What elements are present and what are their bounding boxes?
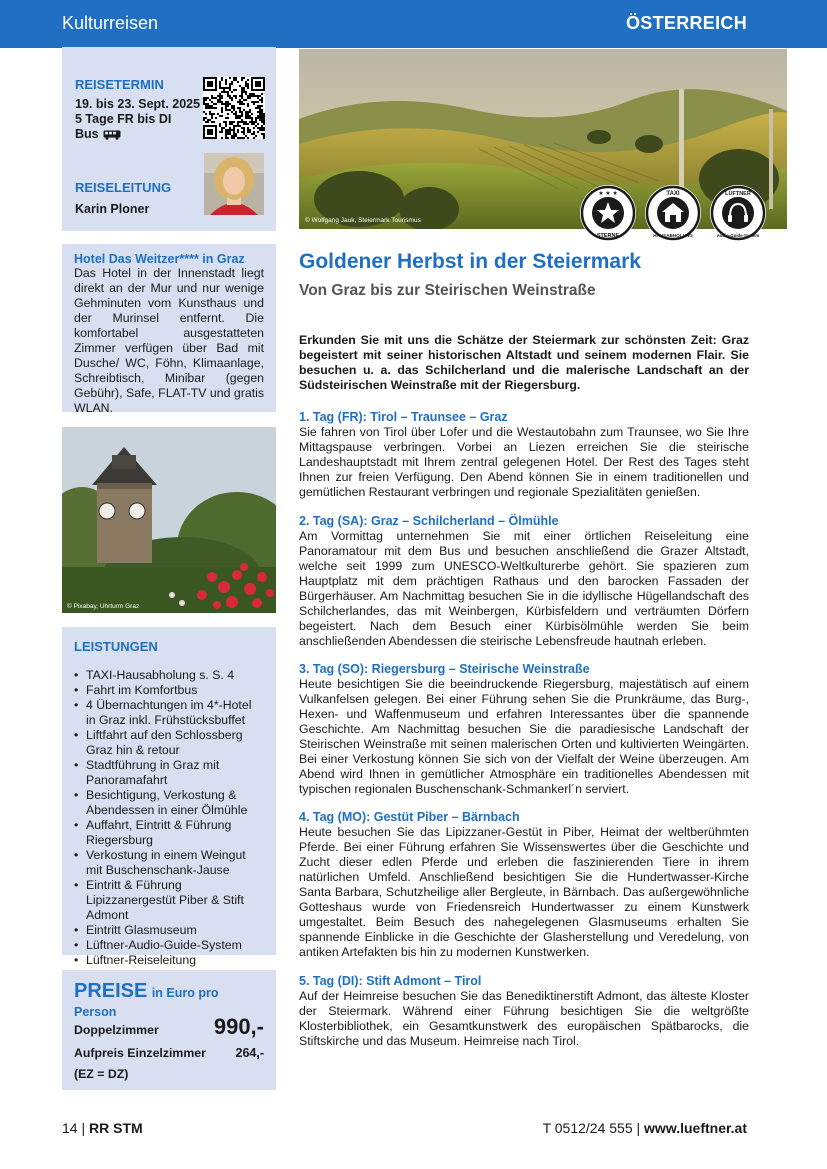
service-item: • Lüftner-Audio-Guide-System: [74, 938, 264, 953]
day-section: [299, 410, 749, 500]
day-text: Auf der Heimreise besuchen Sie das Benediktinerstift Admont, das älteste Kloster der Steiermark. Während einer Führung besichtigen Sie die weltgrößte Klosterbibliothek, ein Gesamtkunstwerk des europäischen Spätbarocks, die Stiftskirche und das Museum. Heimreise nach Tirol.: [299, 989, 749, 1048]
prices-subtitle: in Euro pro Person: [74, 986, 219, 1019]
price-note-row: [74, 1067, 264, 1081]
travel-date-label: REISETERMIN: [75, 77, 164, 92]
intro-text: Erkunden Sie mit uns die Schätze der Steiermark zur schönsten Zeit: Graz begeistert mit seiner historischen Altstadt und seinem modernen Flair. Sie besuchen u. a. das Schilcherland und die malerische Landschaft an der Südsteirischen Weinstraße mit der Riegersburg.: [299, 333, 749, 392]
day-section: [299, 514, 749, 649]
travel-date-details: [75, 97, 200, 142]
tour-guide-portrait: [204, 153, 264, 215]
service-item: • TAXI-Hausabholung s. S. 4: [74, 668, 264, 683]
price-double-label: Doppelzimmer: [74, 1023, 159, 1037]
stars-badge-bottom: STERNE: [596, 233, 620, 239]
hotel-title: Hotel Das Weitzer**** in Graz: [74, 252, 245, 266]
tour-guide-label: REISELEITUNG: [75, 180, 172, 195]
page-number: 14: [62, 1120, 78, 1136]
price-note: (EZ = DZ): [74, 1067, 129, 1081]
tour-guide-name: Karin Ploner: [75, 202, 150, 216]
services-list: [74, 668, 264, 968]
graz-clocktower-photo: [62, 427, 276, 613]
service-item: • 4 Übernachtungen im 4*-Hotel in Graz inkl. Frühstücksbuffet: [74, 698, 264, 728]
day-section: [299, 662, 749, 797]
service-item: • Lüftner-Reiseleitung: [74, 953, 264, 968]
price-double-row: [74, 1014, 264, 1040]
tour-code: RR STM: [89, 1120, 143, 1136]
country-title: ÖSTERREICH: [625, 13, 747, 33]
service-item: • Besichtigung, Verkostung & Abendessen in einer Ölmühle: [74, 788, 264, 818]
footer-left: 14 | RR STM: [62, 1120, 143, 1136]
headphones-icon: [710, 185, 766, 241]
service-item: • Stadtführung in Graz mit Panoramafahrt: [74, 758, 264, 788]
day-text: Sie fahren von Tirol über Lofer und die Westautobahn zum Traunsee, wo Sie Ihre Mittagspause verbringen. Vorbei an Liezen erreichen Sie die steirische Landeshauptstadt mit Ihrem zentral gelegenen Hotel. Der Rest des Tages steht Ihnen zur freien Verfügung. Den Abend können Sie in einem traditionellen und gemütlichen Restaurant verbringen und regionale Spezialitäten genießen.: [299, 425, 749, 499]
services-box: [62, 627, 276, 967]
day-heading: 1. Tag (FR): Tirol – Traunsee – Graz: [299, 410, 508, 424]
service-item: • Eintritt & Führung Lipizzanergestüt Piber & Stift Admont: [74, 878, 264, 923]
stars-badge: [580, 185, 636, 241]
day-text: Am Vormittag unternehmen Sie mit einer örtlichen Reiseleitung eine Panoramatour mit dem Bus und besuchen anschließend die Grazer Altstadt, welche seit 1999 zum UNESCO-Weltkulturerbe gehört. Sie spazieren zum Hauptplatz mit dem prächtigen Rathaus und den barocken Fassaden der Bürgerhäuser. Am Nachmittag besuchen Sie in die idyllische Hügellandschaft des Schilcherlandes, das mit Weinbergen, Kürbisfeldern und verträumten Dörfern begeistert. Nach dem Besuch einer Kürbisölmühle werden Sie beim anschließenden Abendessen die steirische Lebensfreude hautnah erleben.: [299, 529, 749, 648]
day-heading: 2. Tag (SA): Graz – Schilcherland – Ölmühle: [299, 514, 559, 528]
day-heading: 3. Tag (SO): Riegersburg – Steirische Weinstraße: [299, 662, 590, 676]
footer-phone: T 0512/24 555: [542, 1120, 633, 1136]
house-icon: [645, 185, 701, 241]
service-item: • Liftfahrt auf den Schlossberg Graz hin & retour: [74, 728, 264, 758]
service-item: • Eintritt Glasmuseum: [74, 923, 264, 938]
prices-box: [62, 970, 276, 1090]
footer-right: T 0512/24 555 | www.lueftner.at: [542, 1120, 747, 1136]
travel-transport: Bus: [75, 127, 99, 141]
footer-website-link[interactable]: www.lueftner.at: [644, 1120, 747, 1136]
day-text: Heute besuchen Sie das Lipizzaner-Gestüt in Piber, Heimat der weltberühmten Pferde. Bei einer Führung erfahren Sie Wissenswertes über die Geschichte und Zucht dieser edlen Pferde und erleben die faszinierenden Tiere in ihrem natürlichen Umfeld. Anschließend besichtigen Sie die Hundertwasser-Kirche Santa Barbara, Schutzheilige aller Bergleute, in Bärnbach. Das außergewöhnliche Gotteshaus wurde von Friedensreich Hundertwasser zu einem Kunstwerk umgestaltet. Beim Besuch des nahegelegenen Glasmuseums erhalten Sie spannende Einblicke in die Geschichte der Glasherstellung und Veredelung, von antiken Artefakten bis hin zu modernen Kunstwerken.: [299, 825, 749, 959]
stars-badge-top: ★ ★ ★: [598, 191, 618, 197]
service-item: • Fahrt im Komfortbus: [74, 683, 264, 698]
prices-label: PREISE: [74, 980, 148, 1002]
travel-dates: 19. bis 23. Sept. 2025: [75, 97, 201, 111]
price-single-row: [74, 1046, 264, 1060]
service-item: • Auffahrt, Eintritt & Führung Riegersburg: [74, 818, 264, 848]
travel-duration: 5 Tage FR bis DI: [75, 112, 172, 126]
day-heading: 5. Tag (DI): Stift Admont – Tirol: [299, 974, 482, 988]
day-text: Heute besichtigen Sie die beeindruckende Riegersburg, majestätisch auf einem Vulkanfelsen gelegen. Bei einer Führung sehen Sie die Prunkräume, das Burg-, Hexen- und Waffenmuseum und erfahren Interessantes über die spannende Geschichte. Am Nachmittag besuchen Sie die paradiesische Landschaft der Steirischen Weinstraße mit seinen malerischen Orten und kultivierten Weingärten. Bei einer Verkostung können Sie sich von der Vielfalt der Weine überzeugen. Am Abend wird Ihnen in gemütlicher Atmosphäre ein traditionelles Abendessen mit typischen regionalen Buschenschank-Schmankerl´n serviert.: [299, 677, 749, 796]
main-heading: [299, 250, 749, 300]
section-title: Kulturreisen: [62, 13, 159, 33]
price-single-value: 264,-: [235, 1046, 264, 1060]
hotel-box: [62, 244, 276, 415]
page-title: Goldener Herbst in der Steiermark: [299, 250, 641, 273]
taxi-badge-bottom: HAUSABHOLUNG: [653, 233, 693, 238]
travel-date-box: [62, 47, 276, 231]
day-section: [299, 810, 749, 960]
header-bar: [0, 0, 827, 48]
hero-photo-credit: © Wolfgang Jauk, Steiermark Tourismus: [305, 217, 421, 224]
service-item: • Verkostung in einem Weingut mit Buschenschank-Jause: [74, 848, 264, 878]
day-section: [299, 974, 749, 1049]
taxi-badge-top: TAXI: [666, 191, 680, 197]
bus-icon: [103, 130, 121, 140]
qr-code[interactable]: [203, 77, 265, 139]
graz-photo-credit: © Pixabay, Uhrturm Graz: [67, 603, 140, 610]
day-heading: 4. Tag (MO): Gestüt Piber – Bärnbach: [299, 810, 520, 824]
hotel-description: Das Hotel in der Innenstadt liegt direkt an der Mur und nur wenige Gehminuten vom Kunsthaus und der Murinsel entfernt. Die komfortabel ausgestatteten Zimmer verfügen über Bad mit Dusche/ WC, Föhn, Klimaanlage, Schreibtisch, Minibar (gegen Gebühr), Safe, FLAT-TV und gratis WLAN.: [74, 266, 264, 415]
audio-guide-badge: [710, 185, 766, 241]
page-subtitle: Von Graz bis zur Steirischen Weinstraße: [299, 282, 596, 299]
price-single-label: Aufpreis Einzelzimmer: [74, 1046, 206, 1060]
audio-badge-top: LÜFTNER: [725, 191, 751, 197]
star-icon: [580, 185, 636, 241]
audio-badge-bottom: Audio-Guide-System: [716, 233, 760, 238]
services-label: LEISTUNGEN: [74, 639, 158, 654]
taxi-badge: [645, 185, 701, 241]
price-double-value: 990,-: [213, 1014, 264, 1039]
